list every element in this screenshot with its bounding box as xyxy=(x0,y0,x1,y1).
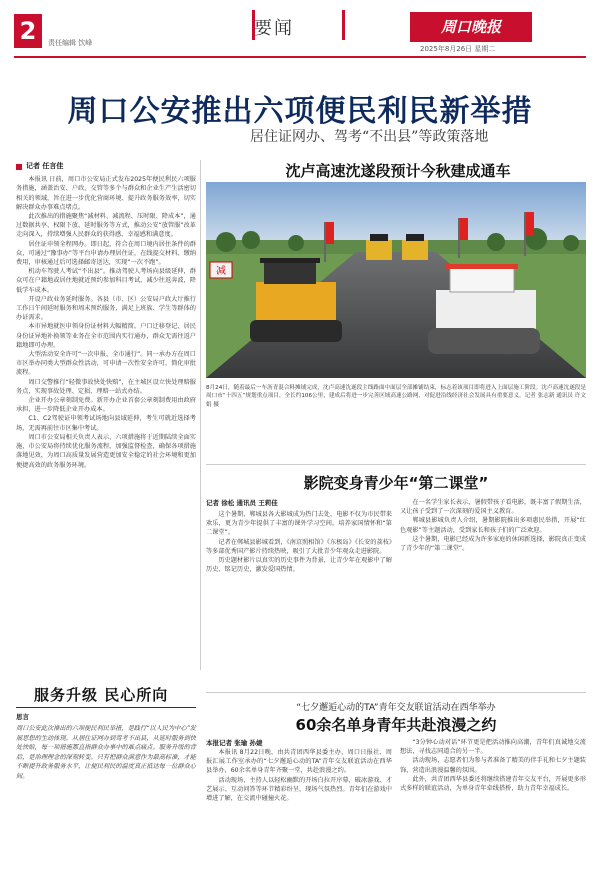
main-article xyxy=(16,162,196,470)
photo-story-title: 沈卢高速沈遂段预计今秋建成通车 xyxy=(285,162,511,180)
newspaper-logo: 周口晚报 xyxy=(410,12,532,42)
column-divider xyxy=(200,160,201,670)
story3-title: 60余名单身青年共赴浪漫之约 xyxy=(295,716,497,734)
article-paragraph: 此次推出的措施聚焦“减材料、减流程、压时限、降成本”，通过数据共享、权限下放、延时服务等方式，推动公安“放管服”改革走向深入，持续增强人民群众的获得感、幸福感和满意度。 xyxy=(16,213,196,239)
article-paragraph: 本报讯 8月22日晚，由共青团西华县委主办，周口日报社、周报汇展工作室承办的“七夕邂逅心动的TA”青年交友联谊活动在西华县举办，60余名单身青年齐聚一堂，共赴浪漫之约。 xyxy=(206,749,392,775)
article-paragraph: 周口交警推行“轻微事故快处快赔”，在主城区设立快处理赔服务点，实现事故处理、定损、理赔一站式办结。 xyxy=(16,378,196,395)
main-article-body xyxy=(16,175,196,470)
header-rule xyxy=(14,56,586,58)
commentary-rule xyxy=(16,707,196,708)
story3-column-a xyxy=(206,748,392,803)
article-paragraph: 本市异地就医申领身份证材料大幅精简。户口迁移登记、居民身份证异地补换领等业务在全市范围内实行通办，群众无需往返户籍地即可办理。 xyxy=(16,323,196,349)
photo-caption: 8月24日，随着最后一车沥青混合料摊铺完成，沈卢高速沈遂段主线路面中面层全部摊铺结束，标志着该项目即将进入上面层施工阶段。沈卢高速沈遂段是周口市“十四五”规划重点项目，全长约106公里，建成后将进一步完善区域高速公路网，对促进沿线经济社会发展具有重要意义。记者 张志新 通讯员 许文娟 摄 xyxy=(206,385,586,408)
article-paragraph: 记者在郸城县影城看到，《南京照相馆》《东极岛》《长安的荔枝》等多部优秀国产影片持续热映，吸引了大批青少年观众走进影院。 xyxy=(206,538,392,555)
article-paragraph: 本报讯 日前，周口市公安局正式发布2025年便民利民六项服务措施，涵盖治安、户政、交管等多个与群众和企业生产生活密切相关的领域，旨在进一步优化营商环境、提升政务服务效率，切实解决群众办事难点堵点。 xyxy=(16,176,196,211)
article-paragraph: 周口市公安局相关负责人表示，六项措施将于近期陆续全面实施，市公安局将持续优化服务流程，加强监督检查，确保各项措施落地见效，为周口高质量发展营造更加安全稳定的社会环境和更加便捷高效的政务服务环境。 xyxy=(16,433,196,469)
article-paragraph: 机动车驾驶人考试“不出县”。推动驾驶人考场向县级延伸，群众可在户籍地或居住地就近预约参加科目考试，减少往返奔波，降低学车成本。 xyxy=(16,268,196,294)
commentary-body: 周口公安此次推出的六项便民利民举措，是践行“以人民为中心”发展思想的生动体现。从居住证网办到驾考不出县，从延时服务到快处快赔，每一项措施都直指群众办事中的难点痛点。服务升级的背后，是治理理念的深刻转变。只有把群众满意作为最高标准，才能不断提升政务服务水平，让便民利民的温度真正抵达每一位群众心间。 xyxy=(16,725,196,780)
story2-column-a xyxy=(206,510,392,574)
article-paragraph: 这个暑期，电影已经成为许多家庭的休闲新选择，影院真正变成了青少年的“第二课堂”。 xyxy=(400,535,586,553)
article-paragraph: 活动现场，志愿者们为参与者准备了精美的伴手礼和七夕主题装饰，营造出浪漫温馨的氛围。 xyxy=(400,757,586,774)
road-construction-photo xyxy=(206,182,586,378)
editor-credit: 责任编辑 饮峰 xyxy=(48,39,93,47)
story2-column-b xyxy=(400,498,586,553)
story3-byline: 本报记者 张瑜 孙婕 xyxy=(206,739,263,747)
article-paragraph: 企业开办公章刻制免费。新开办企业首套公章刻制费用由政府承担，进一步降低企业开办成本。 xyxy=(16,397,196,414)
story3-column-b xyxy=(400,738,586,793)
article-paragraph: 活动现场，主持人以轻松幽默的开场白拉开序幕，破冰游戏、才艺展示、互动问答等环节精彩纷呈，现场气氛热烈。青年们在游戏中增进了解，在交流中碰撞火花。 xyxy=(206,776,392,803)
issue-date: 2025年8月26日 星期二 xyxy=(420,45,496,53)
article-paragraph: 这个暑期，郸城县各大影城成为热门去处，电影不仅为市民带来欢乐，更为青少年提供了丰富的课外学习空间，培养家国情怀和“第二课堂”。 xyxy=(206,511,392,537)
story-separator xyxy=(206,464,586,465)
commentary-byline: 思言 xyxy=(16,713,29,721)
page-number: 2 xyxy=(14,14,42,48)
article-paragraph: 开设户政业务延时服务。各县（市、区）公安局户政大厅推行工作日午间延时服务和周末预约服务，满足上班族、学生等群体的办证需求。 xyxy=(16,295,196,322)
photo-illustration xyxy=(206,182,586,378)
commentary-title: 服务升级 民心所向 xyxy=(34,686,169,704)
masthead xyxy=(0,0,600,60)
article-paragraph: 居住证申领全程网办。即日起，符合在周口境内居住条件的群众，可通过“豫事办”等平台申请办理居住证，在线提交材料、缴纳费用，审核通过后可选择邮寄送达，实现“一次不跑”。 xyxy=(16,240,196,267)
main-headline: 周口公安推出六项便民利民新举措 xyxy=(67,94,533,129)
road-sign-text: 减 xyxy=(216,266,226,277)
article-paragraph: C1、C2驾驶证申领考试场地向县域延伸，考生可就近选择考场，无需再前往市区集中考试。 xyxy=(16,415,196,432)
article-paragraph: 历史题材影片以真实的历史事件为背景，让青少年在观影中了解历史、铭记历史，激发爱国热情。 xyxy=(206,557,392,574)
article-paragraph: 大型活动安全许可“一次申报、全市通行”。同一承办方在周口市区举办同类大型群众性活动，可申请一次性安全许可，简化审批流程。 xyxy=(16,351,196,377)
story-separator xyxy=(206,692,586,693)
section-bar-right xyxy=(342,10,345,40)
story3-kicker: “七夕邂逅心动的TA”青年交友联谊活动在西华举办 xyxy=(296,703,496,713)
article-paragraph: 在一名学生家长表示，暑假带孩子看电影，既丰富了假期生活，又让孩子受到了一次深刻的爱国主义教育。 xyxy=(400,499,586,516)
article-paragraph: “3分钟心动对话”环节更是把活动推向高潮，青年们真诚地交流想法，寻找志同道合的另一半。 xyxy=(400,739,586,756)
article-paragraph: 郸城县影城负责人介绍，暑期影院推出多项惠民举措，开展“红色观影”等主题活动，受到家长和孩子们的广泛欢迎。 xyxy=(400,517,586,534)
article-paragraph: 此外，共青团西华县委还将继续搭建青年交友平台，开展更多形式多样的联谊活动，为单身青年牵线搭桥，助力青年幸福成长。 xyxy=(400,775,586,793)
story2-title: 影院变身青少年“第二课堂” xyxy=(303,474,489,492)
main-subhead: 居住证网办、驾考“不出县”等政策落地 xyxy=(250,129,489,145)
main-byline: 记者 任言佳 xyxy=(16,162,196,171)
section-title: 要闻 xyxy=(254,18,294,39)
story2-byline: 记者 徐松 通讯员 王莉佳 xyxy=(206,499,278,507)
